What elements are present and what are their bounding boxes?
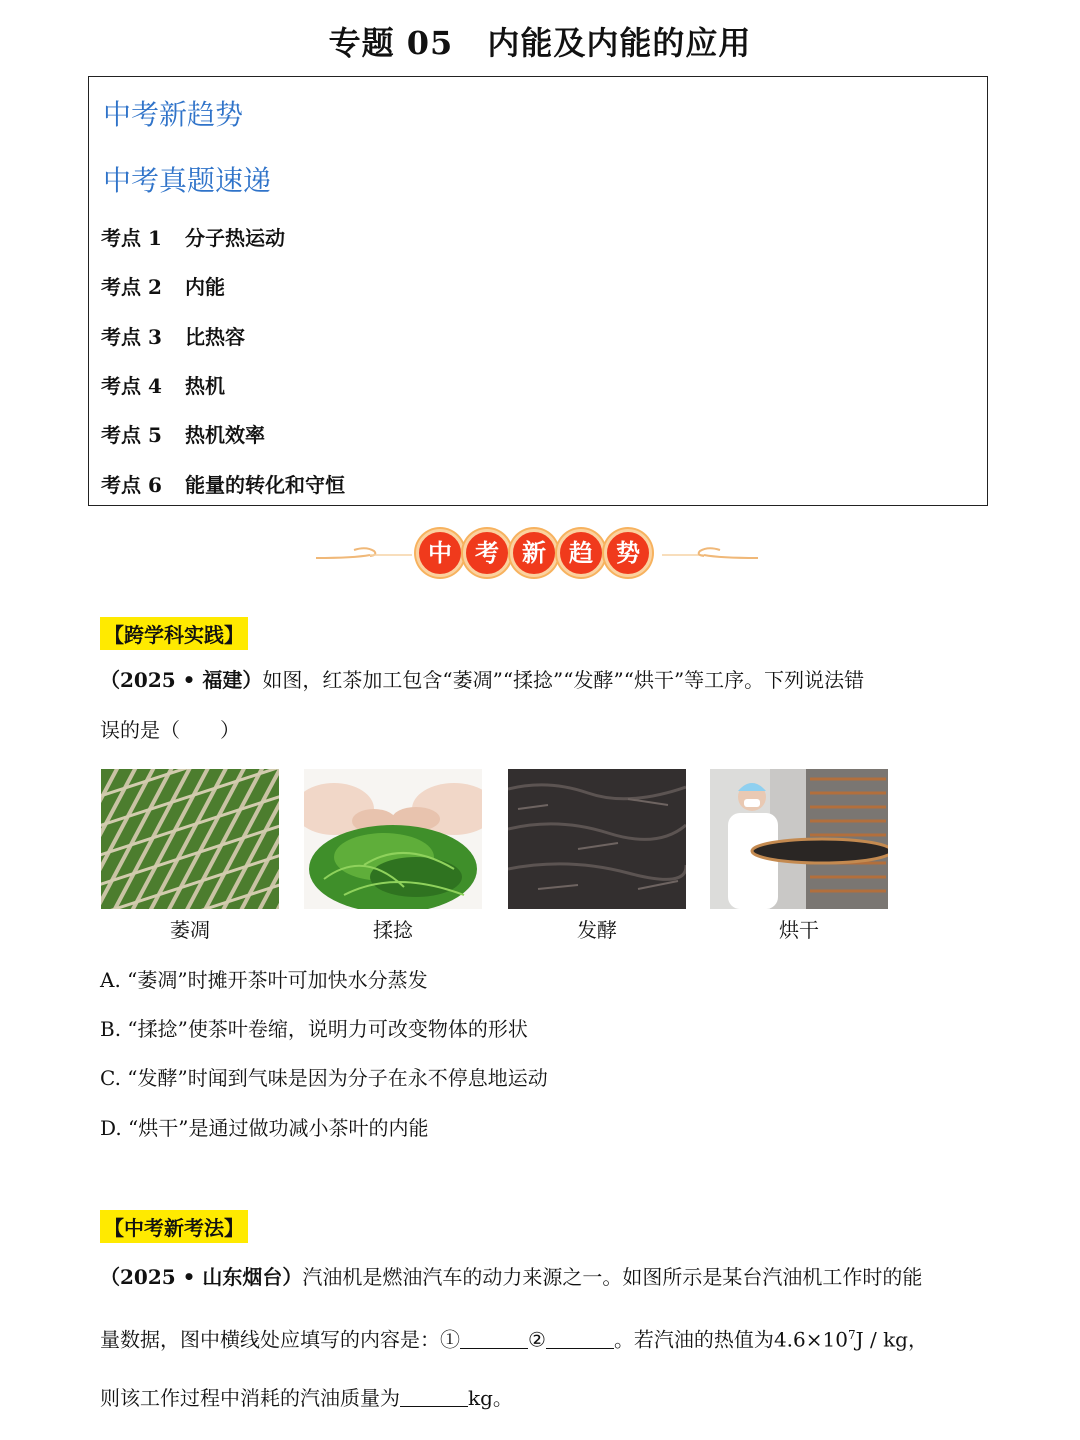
- q2-line2: 量数据，图中横线处应填写的内容是：① ② 。若汽油的热值为$4.6\times 10^7J$ / kg，: [100, 1327, 928, 1352]
- q1-stem-line1: （2025 • 福建）如图，红茶加工包含“萎凋”“揉捻”“发酵”“烘干”等工序。下列说法错: [100, 668, 865, 692]
- banner-char-2: 考: [463, 529, 511, 577]
- blank-2[interactable]: [546, 1328, 614, 1349]
- caption-drying: 烘干: [779, 918, 819, 942]
- q1-option-b[interactable]: B. “揉捻”使茶叶卷缩，说明力可改变物体的形状: [100, 1017, 528, 1041]
- banner-swirl-left-icon: [314, 544, 414, 564]
- q2-tag: 【中考新考法】: [100, 1210, 248, 1243]
- toc-item-6[interactable]: 考点 6 能量的转化和守恒: [101, 473, 345, 497]
- photo-withering: [101, 769, 279, 909]
- section-banner: [0, 524, 1080, 584]
- q1-tag: 【跨学科实践】: [100, 617, 248, 650]
- toc-item-5[interactable]: 考点 5 热机效率: [101, 423, 265, 447]
- blank-1[interactable]: [460, 1328, 528, 1349]
- q1-stem: [100, 655, 980, 755]
- banner-swirl-right-icon: [660, 544, 760, 564]
- toc-item-4[interactable]: 考点 4 热机: [101, 374, 225, 398]
- blank-3[interactable]: [400, 1386, 468, 1407]
- toc-item-2[interactable]: 考点 2 内能: [101, 275, 225, 299]
- q2-line3: 则该工作过程中消耗的汽油质量为 kg。: [100, 1385, 513, 1410]
- q2-line1: （2025 • 山东烟台）汽油机是燃油汽车的动力来源之一。如图所示是某台汽油机工作时的能: [100, 1265, 923, 1289]
- banner-char-5: 势: [604, 529, 652, 577]
- q2-stem: [100, 1248, 980, 1427]
- banner-char-4: 趋: [557, 529, 605, 577]
- toc-item-1[interactable]: 考点 1 分子热运动: [101, 226, 285, 250]
- q1-option-a[interactable]: A. “萎凋”时摊开茶叶可加快水分蒸发: [100, 968, 428, 992]
- toc-heading-trend[interactable]: 中考新趋势: [103, 98, 244, 131]
- banner-badges: [414, 526, 654, 582]
- q1-stem-line2: 误的是（ ）: [100, 718, 240, 742]
- caption-fermenting: 发酵: [577, 918, 617, 942]
- title-prefix: 专题 05: [328, 24, 454, 62]
- toc-item-3[interactable]: 考点 3 比热容: [101, 325, 245, 349]
- title-main: 内能及内能的应用: [487, 24, 752, 62]
- q1-option-c[interactable]: C. “发酵”时闻到气味是因为分子在永不停息地运动: [100, 1066, 548, 1090]
- caption-withering: 萎凋: [170, 918, 210, 942]
- photo-fermenting: [508, 769, 686, 909]
- toc-heading-real[interactable]: 中考真题速递: [103, 164, 272, 197]
- toc-box: [88, 76, 988, 506]
- photo-drying: [710, 769, 888, 909]
- q1-option-d[interactable]: D. “烘干”是通过做功减小茶叶的内能: [100, 1116, 429, 1140]
- photo-rolling: [304, 769, 482, 909]
- caption-rolling: 揉捻: [373, 918, 413, 942]
- page-title: [0, 18, 1080, 64]
- banner-char-3: 新: [510, 529, 558, 577]
- banner-char-1: 中: [416, 529, 464, 577]
